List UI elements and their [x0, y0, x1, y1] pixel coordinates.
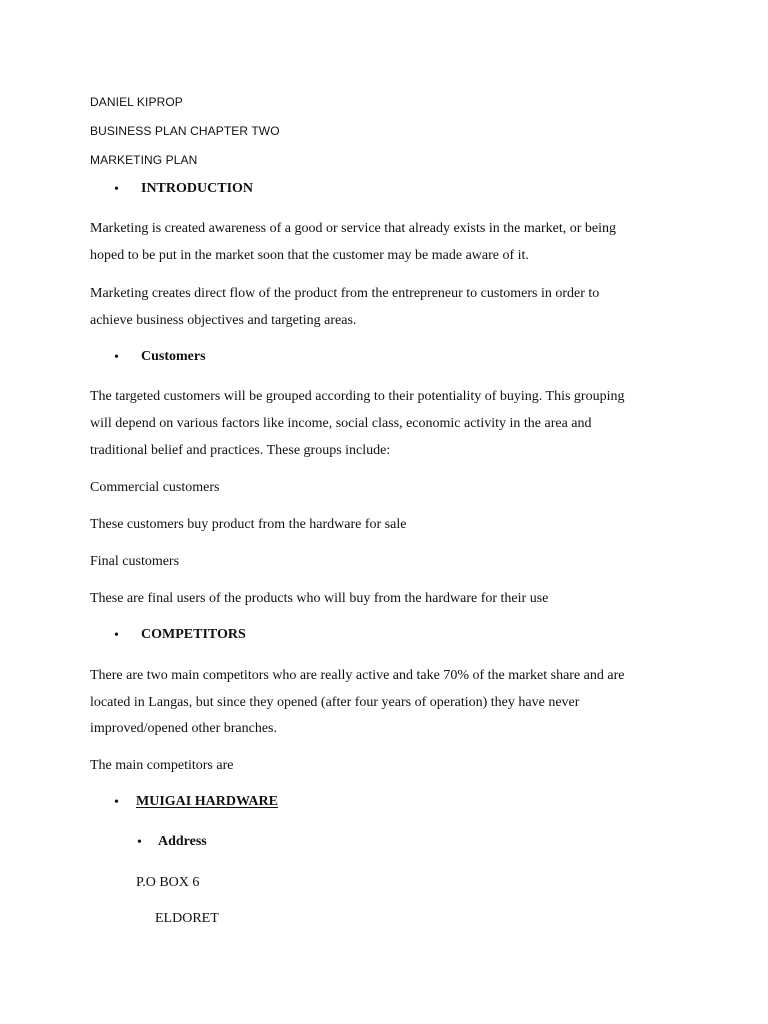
intro-paragraph-2-line-1: Marketing creates direct flow of the product from the entrepreneur to customers in order to — [90, 286, 600, 301]
competitors-paragraph-line-2: located in Langas, but since they opened (after four years of operation) they have never — [90, 695, 580, 710]
final-customers-description: These are final users of the products who will buy from the hardware for their use — [90, 591, 549, 606]
main-competitors-intro: The main competitors are — [90, 758, 234, 773]
customers-heading: Customers — [141, 349, 206, 364]
author-name: DANIEL KIPROP — [90, 95, 183, 109]
customers-paragraph-line-2: will depend on various factors like income, social class, economic activity in the area and — [90, 416, 592, 431]
intro-paragraph-2-line-2: achieve business objectives and targeting areas. — [90, 313, 357, 328]
competitor-name-muigai-hardware: MUIGAI HARDWARE — [136, 794, 278, 809]
bullet-icon: • — [137, 835, 142, 850]
intro-paragraph-1-line-1: Marketing is created awareness of a good or service that already exists in the market, or being — [90, 221, 616, 236]
commercial-customers-description: These customers buy product from the hardware for sale — [90, 517, 407, 532]
address-heading: Address — [158, 834, 207, 849]
commercial-customers-label: Commercial customers — [90, 480, 220, 495]
customers-paragraph-line-1: The targeted customers will be grouped according to their potentiality of buying. This grouping — [90, 389, 625, 404]
intro-paragraph-1-line-2: hoped to be put in the market soon that the customer may be made aware of it. — [90, 248, 529, 263]
competitors-paragraph-line-1: There are two main competitors who are really active and take 70% of the market share and are — [90, 668, 625, 683]
address-line-2: ELDORET — [155, 911, 219, 926]
customers-paragraph-line-3: traditional belief and practices. These groups include: — [90, 443, 391, 458]
section-title: MARKETING PLAN — [90, 153, 198, 167]
final-customers-label: Final customers — [90, 554, 180, 569]
bullet-icon: • — [114, 350, 119, 365]
bullet-icon: • — [114, 182, 119, 197]
address-line-1: P.O BOX 6 — [136, 875, 200, 890]
competitors-heading: COMPETITORS — [141, 627, 246, 642]
document-title: BUSINESS PLAN CHAPTER TWO — [90, 124, 280, 138]
bullet-icon: • — [114, 628, 119, 643]
bullet-icon: • — [114, 795, 119, 810]
introduction-heading: INTRODUCTION — [141, 181, 254, 196]
competitors-paragraph-line-3: improved/opened other branches. — [90, 721, 277, 736]
